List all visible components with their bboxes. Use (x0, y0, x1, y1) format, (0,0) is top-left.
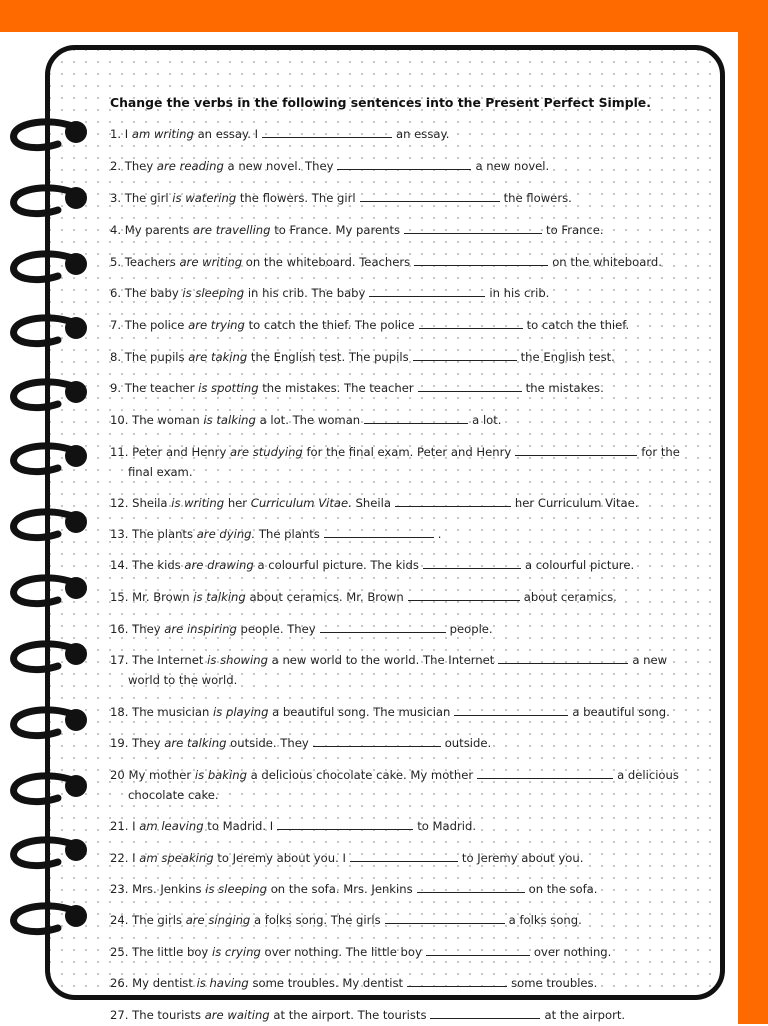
sentence-subject: Sheila (132, 496, 168, 510)
verb-continuous: is talking (203, 413, 256, 427)
exercise-number: 2. (110, 159, 122, 173)
exercise-item (110, 556, 712, 576)
sentence-text: an essay. I (197, 127, 259, 141)
answer-blank[interactable] (320, 620, 446, 633)
exercise-item (110, 348, 712, 368)
sentence-ending: . (437, 527, 442, 541)
sentence-subject: Peter and Henry (132, 445, 227, 459)
spiral-ring (0, 440, 90, 480)
sentence-text: a colourful picture. The kids (257, 558, 419, 572)
sentence-ending: some troubles. (511, 976, 598, 990)
sentence-ending: for the (641, 445, 680, 459)
verb-continuous: are singing (185, 913, 251, 927)
exercise-number: 26. (110, 976, 129, 990)
sentence-ending: the English test. (520, 350, 615, 364)
spiral-ring (0, 572, 90, 612)
sentence-subject: They (124, 159, 154, 173)
verb-continuous: am writing (131, 127, 194, 141)
verb-continuous: are trying (188, 318, 245, 332)
answer-blank[interactable] (454, 703, 568, 716)
sentence-text: people. They (240, 622, 316, 636)
exercise-number: 22. (110, 851, 129, 865)
sentence-ending: in his crib. (489, 286, 550, 300)
spiral-ring (0, 900, 90, 940)
sentence-subject: The kids (132, 558, 181, 572)
verb-continuous: is baking (194, 768, 247, 782)
sentence-text: the mistakes. The teacher (262, 381, 414, 395)
verb-continuous: are travelling (193, 223, 271, 237)
exercise-item (110, 766, 712, 805)
exercise-number: 3. (110, 191, 122, 205)
sentence-ending: at the airport. (544, 1008, 626, 1022)
sentence-text: in his crib. The baby (247, 286, 366, 300)
exercise-item (110, 411, 712, 431)
sentence-subject: My dentist (132, 976, 193, 990)
sentence-text: a delicious chocolate cake. My mother (250, 768, 474, 782)
sentence-ending: to catch the thief. (526, 318, 630, 332)
sentence-text: the flowers. The girl (239, 191, 356, 205)
exercise-number: 13. (110, 527, 129, 541)
verb-continuous: are writing (179, 255, 243, 269)
answer-blank[interactable] (369, 284, 485, 297)
exercise-number: 7. (110, 318, 122, 332)
orange-side-bar (738, 0, 768, 1024)
sentence-text: to catch the thief. The police (248, 318, 415, 332)
exercise-number: 15. (110, 590, 129, 604)
verb-continuous: is spotting (198, 381, 259, 395)
sentence-subject: The girls (132, 913, 182, 927)
spiral-ring (0, 638, 90, 678)
sentence-ending: a folks song. (508, 913, 582, 927)
sentence-text: on the sofa. Mrs. Jenkins (270, 882, 413, 896)
sentence-subject: The police (124, 318, 185, 332)
sentence-subject: The Internet (132, 653, 204, 667)
exercise-number: 1. (110, 127, 122, 141)
sentence-subject: The teacher (124, 381, 195, 395)
sentence-text: her (227, 496, 248, 510)
answer-blank[interactable] (430, 1006, 540, 1019)
exercise-number: 17. (110, 653, 129, 667)
sentence-text: to Jeremy about you. I (217, 851, 346, 865)
exercise-item (110, 189, 712, 209)
spiral-ring (0, 248, 90, 288)
exercise-item (110, 651, 712, 690)
verb-continuous: am speaking (139, 851, 214, 865)
verb-continuous: is sleeping (205, 882, 267, 896)
sentence-ending: a new novel. (475, 159, 550, 173)
sentence-ending: the flowers. (503, 191, 572, 205)
answer-blank[interactable] (407, 974, 507, 987)
sentence-text: on the whiteboard. Teachers (245, 255, 411, 269)
sentence-text: a new world to the world. The Internet (271, 653, 495, 667)
verb-continuous: is playing (213, 705, 269, 719)
exercise-number: 23. (110, 882, 129, 896)
worksheet-title: Change the verbs in the following sentences into the Present Perfect Simple. (110, 95, 651, 110)
verb-continuous: are drawing (184, 558, 254, 572)
exercise-number: 25. (110, 945, 129, 959)
answer-blank[interactable] (360, 189, 500, 202)
spiral-ring (0, 770, 90, 810)
spiral-ring (0, 182, 90, 222)
verb-continuous: is talking (193, 590, 246, 604)
exercise-item (110, 284, 712, 304)
sentence-ending: to Jeremy about you. (461, 851, 584, 865)
verb-continuous: am leaving (139, 819, 204, 833)
sentence-text: a beautiful song. The musician (272, 705, 451, 719)
sentence-text: a folks song. The girls (253, 913, 381, 927)
sentence-text: The plants (258, 527, 320, 541)
sentence-subject: They (132, 622, 161, 636)
sentence-subject: The plants (132, 527, 194, 541)
sentence-text: some troubles. My dentist (252, 976, 404, 990)
exercise-number: 4. (110, 223, 122, 237)
exercise-number: 11. (110, 445, 129, 459)
sentence-ending: on the sofa. (528, 882, 598, 896)
answer-blank[interactable] (337, 157, 471, 170)
exercise-item (110, 588, 712, 608)
exercise-item (110, 157, 712, 177)
verb-continuous: are studying (230, 445, 303, 459)
verb-continuous: is watering (172, 191, 237, 205)
exercise-number: 14. (110, 558, 129, 572)
verb-continuous: are reading (156, 159, 224, 173)
sentence-ending: a delicious (617, 768, 679, 782)
spiral-ring (0, 312, 90, 352)
exercise-number: 24. (110, 913, 129, 927)
answer-blank[interactable] (498, 651, 628, 664)
sentence-text: the English test. The pupils (250, 350, 409, 364)
exercise-number: 10. (110, 413, 129, 427)
exercise-number: 20 (110, 768, 125, 782)
sentence-ending: to France. (546, 223, 604, 237)
sentence-text: over nothing. The little boy (264, 945, 422, 959)
verb-continuous: are talking (164, 736, 227, 750)
sentence-text: at the airport. The tourists (273, 1008, 427, 1022)
sentence-subject: The girl (124, 191, 169, 205)
answer-blank[interactable] (417, 880, 525, 893)
exercise-item (110, 974, 712, 994)
spiral-ring (0, 506, 90, 546)
spiral-ring (0, 376, 90, 416)
sentence-subject: Teachers (124, 255, 176, 269)
sentence-subject: The tourists (132, 1008, 201, 1022)
exercise-number: 21. (110, 819, 129, 833)
sentence-ending: a colourful picture. (524, 558, 635, 572)
sentence-continuation: final exam. (128, 464, 193, 479)
orange-top-bar (0, 0, 768, 32)
sentence-text: to Madrid. I (207, 819, 274, 833)
exercise-number: 18. (110, 705, 129, 719)
sentence-ending: her Curriculum Vitae. (514, 496, 639, 510)
spiral-ring (0, 834, 90, 874)
sentence-ending: to Madrid. (417, 819, 477, 833)
exercise-item (110, 494, 712, 514)
sentence-ending: outside. (444, 736, 492, 750)
sentence-continuation: world to the world. (128, 672, 238, 687)
italic-text: Curriculum Vitae. (250, 496, 352, 510)
sentence-ending: a beautiful song. (572, 705, 670, 719)
exercise-item (110, 817, 712, 837)
sentence-ending: a new (632, 653, 668, 667)
answer-blank[interactable] (414, 253, 548, 266)
sentence-subject: My mother (128, 768, 192, 782)
exercise-item (110, 849, 712, 869)
answer-blank[interactable] (364, 411, 468, 424)
sentence-text: Sheila (355, 496, 391, 510)
verb-continuous: are taking (188, 350, 248, 364)
answer-blank[interactable] (324, 525, 434, 538)
sentence-text: outside. They (230, 736, 309, 750)
exercise-number: 27. (110, 1008, 129, 1022)
sentence-subject: The baby (124, 286, 179, 300)
verb-continuous: are dying. (196, 527, 256, 541)
exercise-number: 16. (110, 622, 129, 636)
sentence-text: a lot. The woman (259, 413, 361, 427)
sentence-subject: The pupils (124, 350, 185, 364)
sentence-subject: I (124, 127, 129, 141)
verb-continuous: is sleeping (182, 286, 245, 300)
answer-blank[interactable] (385, 911, 505, 924)
sentence-ending: people. (449, 622, 493, 636)
exercise-item (110, 379, 712, 399)
spiral-ring (0, 704, 90, 744)
answer-blank[interactable] (413, 348, 517, 361)
verb-continuous: is having (196, 976, 249, 990)
sentence-ending: a lot. (472, 413, 502, 427)
sentence-ending: the mistakes. (525, 381, 604, 395)
verb-continuous: are waiting (204, 1008, 270, 1022)
sentence-continuation: chocolate cake. (128, 787, 219, 802)
answer-blank[interactable] (395, 494, 511, 507)
spiral-ring (0, 116, 90, 156)
answer-blank[interactable] (408, 588, 520, 601)
sentence-text: a new novel. They (227, 159, 334, 173)
verb-continuous: are inspiring (164, 622, 237, 636)
exercise-number: 6. (110, 286, 122, 300)
verb-continuous: is crying (211, 945, 261, 959)
sentence-ending: about ceramics. (523, 590, 617, 604)
sentence-text: for the final exam. Peter and Henry (306, 445, 512, 459)
exercise-item (110, 911, 712, 931)
answer-blank[interactable] (423, 556, 521, 569)
answer-blank[interactable] (277, 817, 413, 830)
sentence-ending: an essay. (396, 127, 450, 141)
answer-blank[interactable] (477, 766, 613, 779)
exercise-item (110, 880, 712, 900)
exercise-item (110, 734, 712, 754)
exercise-number: 12. (110, 496, 129, 510)
sentence-subject: Mr. Brown (132, 590, 190, 604)
exercise-number: 5. (110, 255, 122, 269)
sentence-ending: on the whiteboard. (552, 255, 662, 269)
exercise-item (110, 443, 712, 482)
sentence-subject: The woman (132, 413, 200, 427)
sentence-subject: They (132, 736, 161, 750)
answer-blank[interactable] (262, 125, 392, 138)
exercise-item (110, 943, 712, 963)
answer-blank[interactable] (350, 849, 458, 862)
sentence-subject: Mrs. Jenkins (132, 882, 202, 896)
exercise-item (110, 1006, 712, 1026)
answer-blank[interactable] (419, 316, 523, 329)
sentence-subject: I (132, 819, 136, 833)
exercise-item (110, 316, 712, 336)
verb-continuous: is showing (207, 653, 268, 667)
answer-blank[interactable] (426, 943, 530, 956)
sentence-ending: over nothing. (533, 945, 612, 959)
answer-blank[interactable] (313, 734, 441, 747)
verb-continuous: is writing (171, 496, 225, 510)
exercise-item (110, 125, 712, 145)
sentence-subject: The musician (132, 705, 210, 719)
answer-blank[interactable] (418, 379, 522, 392)
exercise-number: 8. (110, 350, 122, 364)
exercise-item (110, 703, 712, 723)
exercise-item (110, 620, 712, 640)
exercise-item (110, 525, 712, 545)
sentence-subject: I (132, 851, 136, 865)
answer-blank[interactable] (404, 221, 542, 234)
sentence-text: to France. My parents (274, 223, 401, 237)
sentence-subject: My parents (124, 223, 190, 237)
sentence-subject: The little boy (132, 945, 209, 959)
exercise-number: 9. (110, 381, 122, 395)
sentence-text: about ceramics. Mr. Brown (249, 590, 404, 604)
exercise-item (110, 253, 712, 273)
exercise-item (110, 221, 712, 241)
exercise-number: 19. (110, 736, 129, 750)
answer-blank[interactable] (515, 443, 637, 456)
